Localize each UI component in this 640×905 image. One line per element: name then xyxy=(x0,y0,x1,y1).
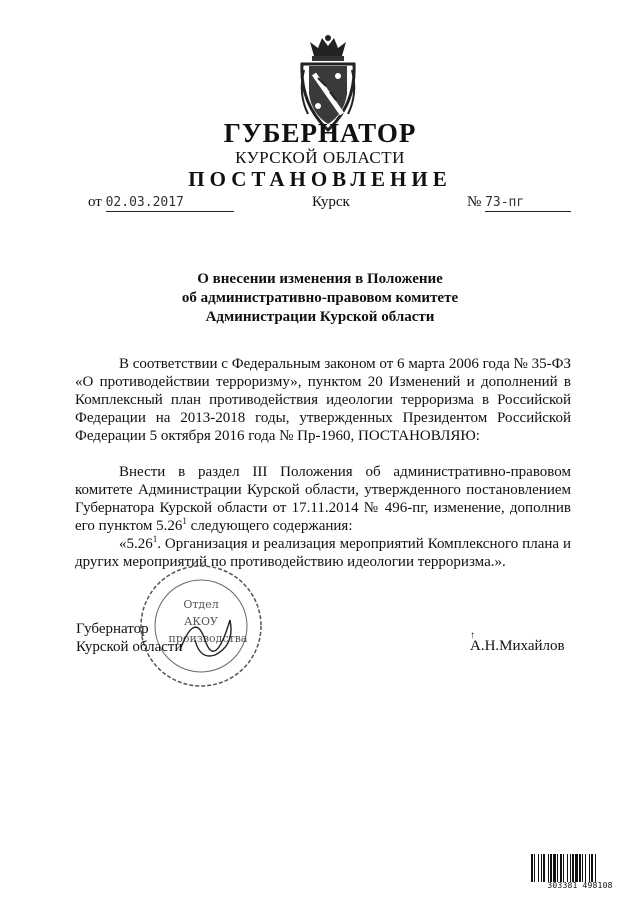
body-paragraph-2: Внести в раздел III Положения об административно-правовом комитете Администрации Курской области, утвержденного постановлением Губернатора Курской области от 17.11.2014 № 496-пг, изменение, дополнив его пунктом 5.26$^1$ следующего содержания: xyxy=(75,464,571,534)
body-paragraph-3: «5.26$^1$. Организация и реализация мероприятий Комплексного плана и других мероприятий по противодействию идеологии терроризма.». xyxy=(75,534,571,570)
stamp-text: производства xyxy=(168,632,248,645)
handwritten-signature xyxy=(175,600,245,670)
subject-line: об административно-правовом комитете xyxy=(181,290,459,306)
date-value: 02.03.2017 xyxy=(105,195,184,210)
number-value: 73-пг xyxy=(485,195,525,210)
signature-position xyxy=(76,620,182,656)
document-number xyxy=(467,194,571,212)
number-prefix: № xyxy=(467,194,482,210)
tick-mark: ↑ xyxy=(470,630,475,641)
governor-title: ГУБЕРНАТОР xyxy=(223,118,417,148)
signatory-name: А.Н.Михайлов xyxy=(470,638,565,654)
date-prefix: от xyxy=(88,194,102,210)
body-paragraph-1: В соответствии с Федеральным законом от 6 марта 2006 года № 35-ФЗ «О противодействии терроризму», пунктом 20 Изменений и дополнений в Комплексный план противодействия идеологии терроризма в Российской Федерации на 2013-2018 годы, утвержденных Президентом Российской Федерации 5 октября 2016 года № Пр-1960, ПОСТАНОВЛЯЮ: xyxy=(75,356,571,444)
region-title: КУРСКОЙ ОБЛАСТИ xyxy=(235,148,405,167)
signature-title-line: Губернатор xyxy=(76,621,149,637)
stamp-text: АКОУ xyxy=(184,615,218,628)
document-subject xyxy=(0,270,640,327)
signature-title-line: Курской области xyxy=(76,639,183,655)
subject-line: О внесении изменения в Положение xyxy=(197,271,443,287)
stamp-text: Отдел xyxy=(183,598,219,611)
barcode-number: 303381 498108 xyxy=(547,881,613,890)
document-date xyxy=(88,194,234,212)
document-city: Курск xyxy=(312,194,350,210)
document-type: ПОСТАНОВЛЕНИЕ xyxy=(188,167,452,191)
subject-line: Администрации Курской области xyxy=(205,309,435,325)
